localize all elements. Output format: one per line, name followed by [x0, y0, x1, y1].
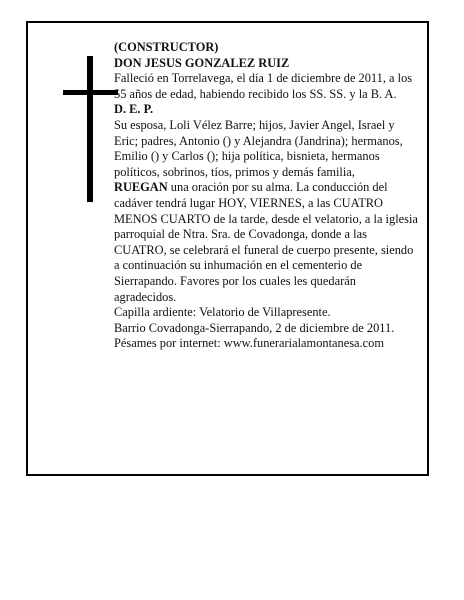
obituary-notice: [26, 21, 429, 476]
place-date: Barrio Covadonga-Sierrapando, 2 de diciembre de 2011.: [114, 320, 395, 335]
cross-vertical-bar: [87, 56, 93, 202]
deceased-name: DON JESUS GONZALEZ RUIZ: [114, 55, 290, 70]
notice-text: [114, 40, 420, 352]
capilla-ardiente: Capilla ardiente: Velatorio de Villapresente.: [114, 305, 331, 320]
dep-abbreviation: D. E. P.: [114, 102, 154, 117]
ruegan-word: RUEGAN: [114, 180, 168, 195]
family-list: Su esposa, Loli Vélez Barre; hijos, Javier Angel, Israel y Eric; padres, Antonio () y Alejandra (Jandrina); hermanos, Emilio () y Carlos (); hija política, bisnieta, hermanos políticos, sobrinos, tíos, primos y demás familia,: [114, 117, 403, 179]
cross-horizontal-bar: [63, 90, 118, 95]
funeral-details: [114, 180, 420, 305]
pesames-line: Pésames por internet: www.funerarialamontanesa.com: [114, 336, 384, 351]
death-statement: Falleció en Torrelavega, el día 1 de diciembre de 2011, a los 55 años de edad, habiendo recibido los SS. SS. y la B. A.: [114, 71, 413, 101]
cross-icon: [63, 56, 118, 202]
funeral-details-text: una oración por su alma. La conducción del cadáver tendrá lugar HOY, VIERNES, a las CUATRO MENOS CUARTO de la tarde, desde el velatorio, a la iglesia parroquial de Ntra. Sra. de Covadonga, donde a las CUATRO, se celebrará el funeral de cuerpo presente, siendo a continuación su inhumación en el cementerio de Sierrapando. Favores por los cuales les quedarán agradecidos.: [114, 180, 418, 304]
occupation-title: (CONSTRUCTOR): [114, 40, 219, 54]
